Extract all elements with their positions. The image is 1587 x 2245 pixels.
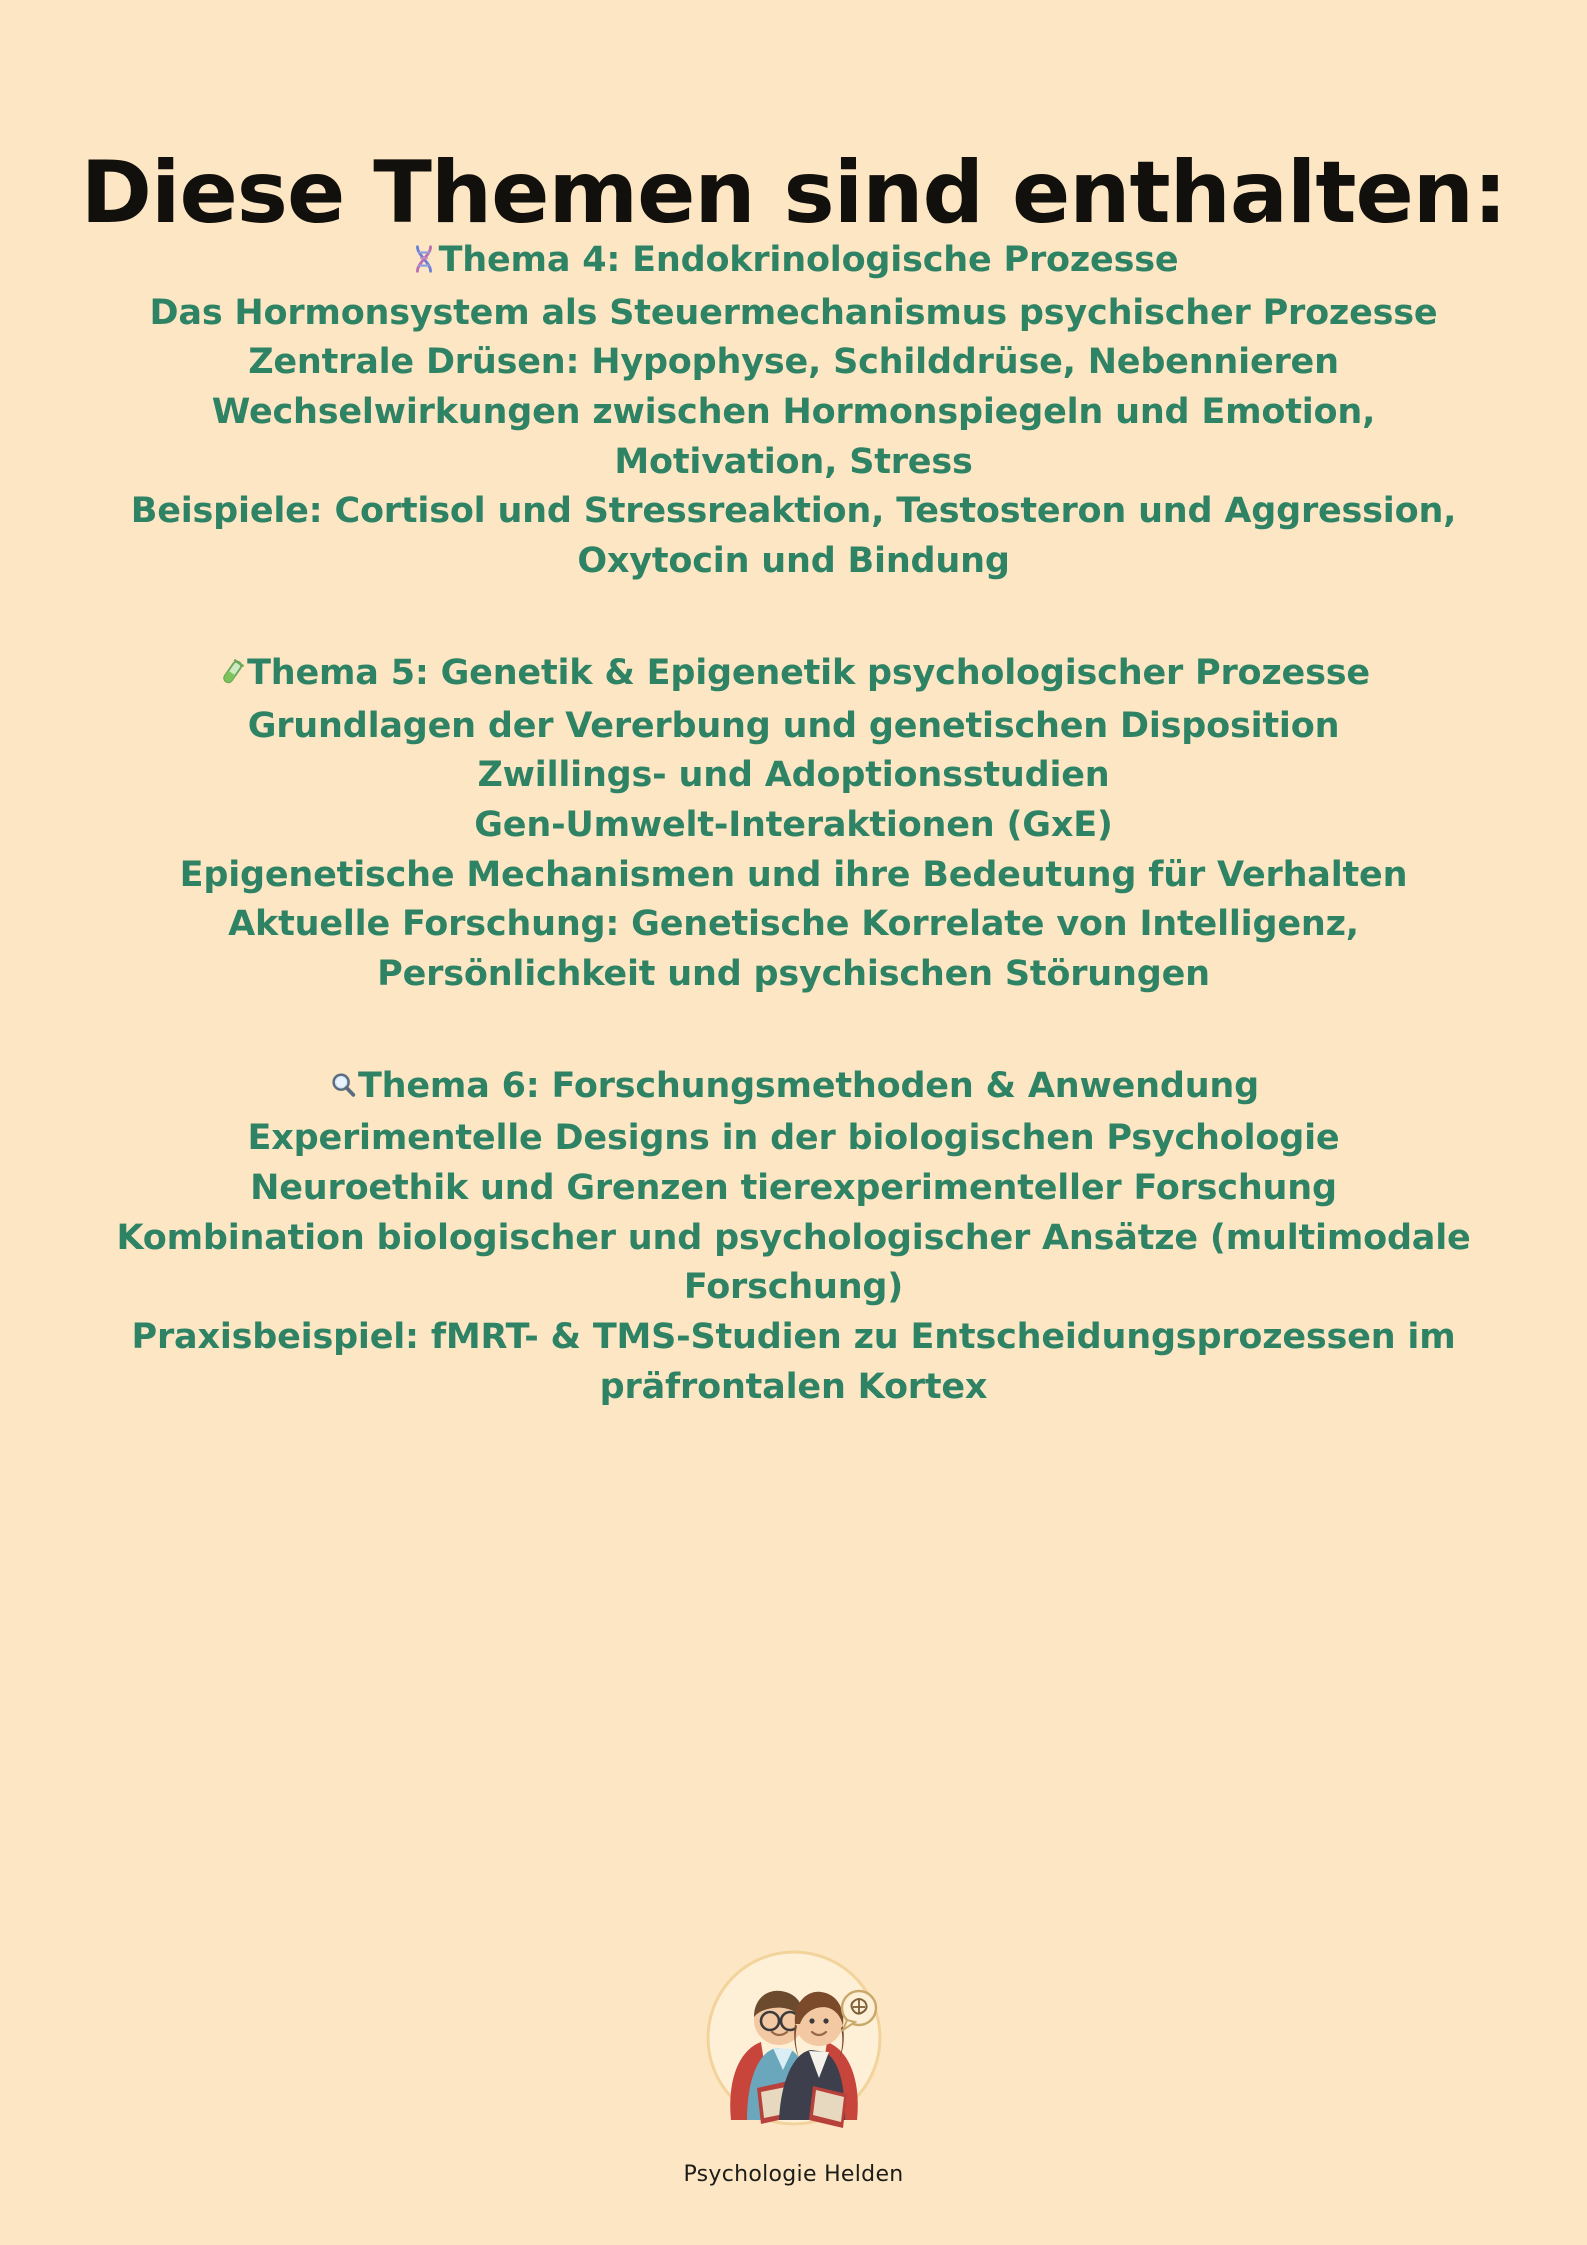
topic-block-thema-6 <box>105 1062 1482 1413</box>
topic-line: Zwillings- und Adoptionsstudien <box>477 755 1110 796</box>
topic-line: Experimentelle Designs in der biologischen Psychologie <box>247 1118 1340 1159</box>
logo-block <box>0 1920 1587 2187</box>
logo-caption: Psychologie Helden <box>683 2162 904 2187</box>
topic-line: Beispiele: Cortisol und Stressreaktion, Testosteron und Aggression, Oxytocin und Bindung <box>130 491 1457 582</box>
topic-line: Das Hormonsystem als Steuermechanismus psychischer Prozesse <box>149 292 1438 333</box>
topic-line: Zentrale Drüsen: Hypophyse, Schilddrüse, Nebennieren <box>248 342 1339 383</box>
test-tube-icon <box>217 652 247 702</box>
topic-line: Grundlagen der Vererbung und genetischen Disposition <box>247 705 1340 746</box>
dna-icon <box>409 239 439 289</box>
topic-title-row <box>105 649 1482 702</box>
topic-line: Epigenetische Mechanismen und ihre Bedeutung für Verhalten <box>179 854 1408 895</box>
topics-list <box>0 236 1587 1412</box>
topic-title-text: Thema 5: Genetik & Epigenetik psychologischer Prozesse <box>247 652 1370 693</box>
topic-block-thema-5 <box>105 649 1482 1000</box>
topic-title-text: Thema 6: Forschungsmethoden & Anwendung <box>358 1065 1259 1106</box>
topic-line: Wechselwirkungen zwischen Hormonspiegeln und Emotion, Motivation, Stress <box>211 392 1376 482</box>
topic-title-text: Thema 4: Endokrinologische Prozesse <box>438 240 1179 280</box>
page-title: Diese Themen sind enthalten: <box>80 143 1507 243</box>
topic-block-thema-4 <box>105 236 1482 587</box>
magnifier-icon <box>328 1065 358 1115</box>
topic-title-row <box>105 1062 1482 1115</box>
topic-line: Gen-Umwelt-Interaktionen (GxE) <box>474 804 1113 845</box>
topic-line: Aktuelle Forschung: Genetische Korrelate von Intelligenz, Persönlichkeit und psychischen Störungen <box>228 904 1359 994</box>
psychologie-helden-logo <box>669 1920 919 2170</box>
topic-title-row <box>105 236 1482 289</box>
topic-line: Neuroethik und Grenzen tierexperimenteller Forschung <box>250 1168 1337 1208</box>
topic-line: Kombination biologischer und psychologischer Ansätze (multimodale Forschung) <box>116 1217 1471 1308</box>
topic-line: Praxisbeispiel: fMRT- & TMS-Studien zu Entscheidungsprozessen im präfrontalen Kortex <box>131 1317 1456 1407</box>
